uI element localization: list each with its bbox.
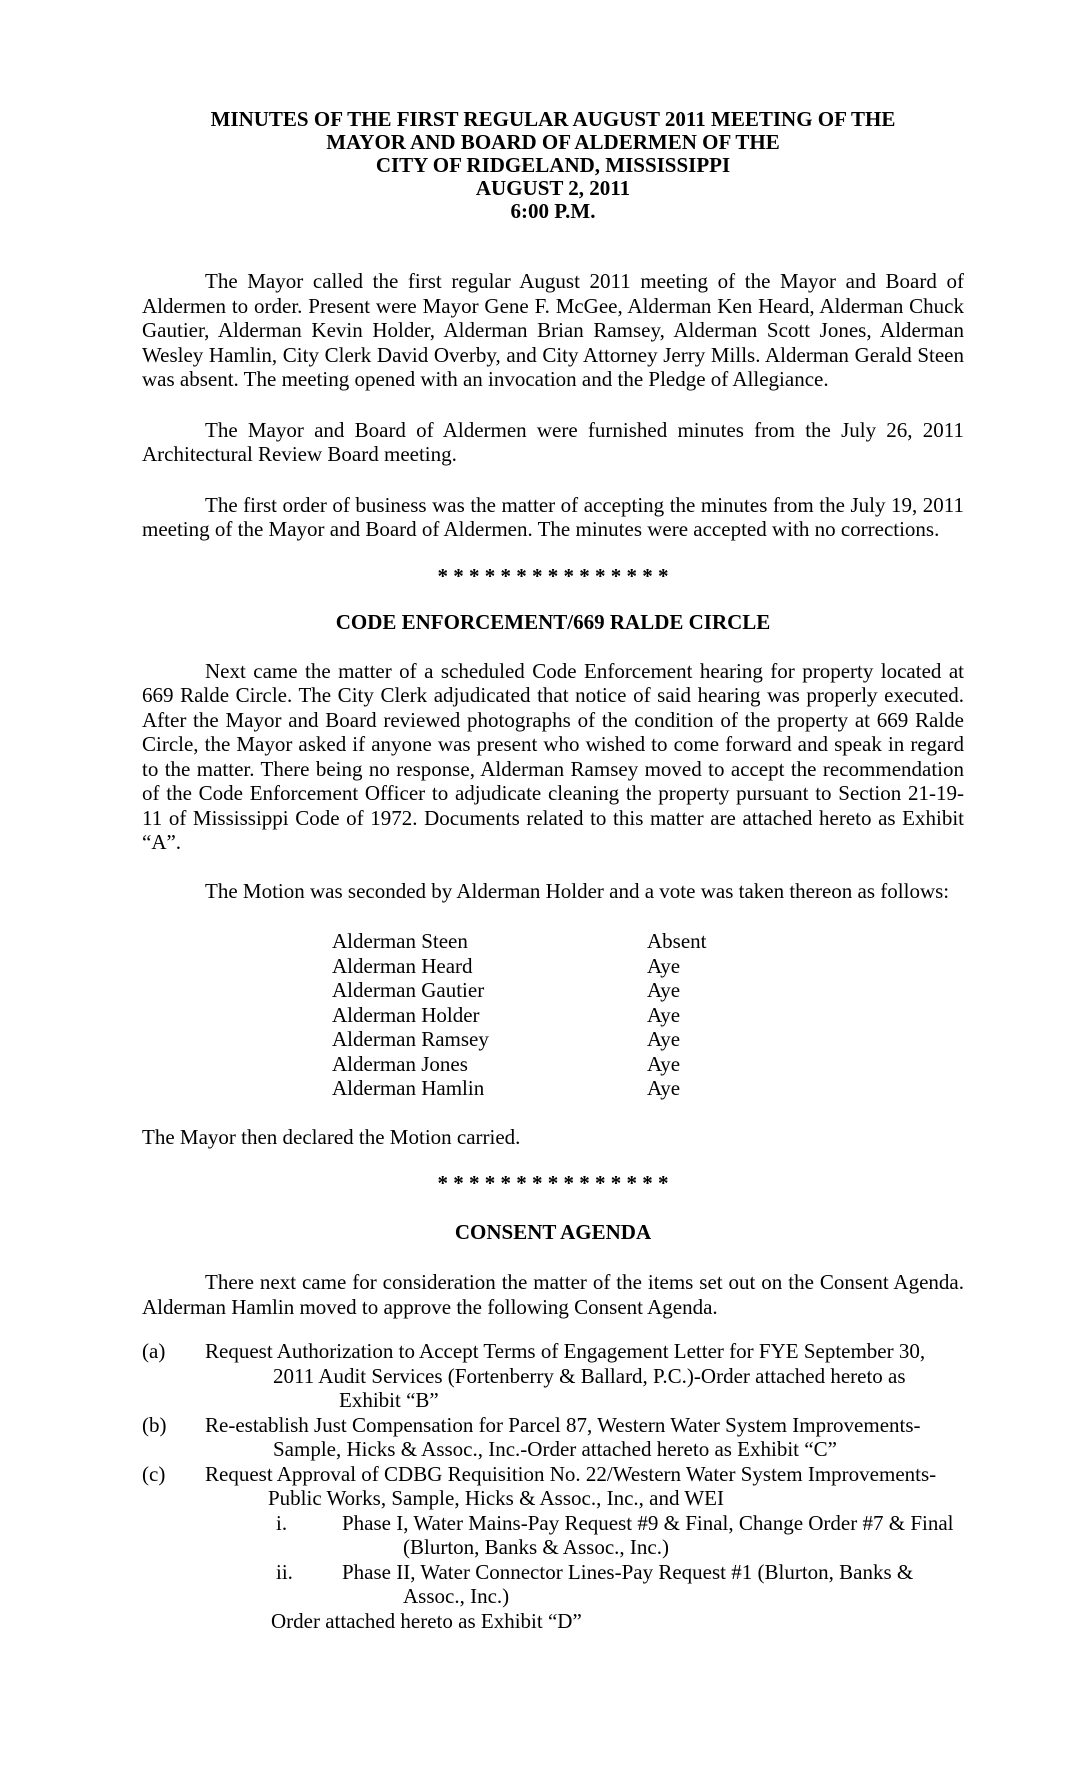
vote-table [332, 929, 964, 1101]
consent-subitem-ii-label: ii. [276, 1559, 293, 1584]
consent-subitem-ii-line-2: Assoc., Inc.) [403, 1584, 510, 1608]
vote-row-holder [332, 1003, 964, 1028]
consent-agenda-heading: CONSENT AGENDA [454, 1219, 652, 1244]
vote-value: Aye [647, 978, 681, 1002]
vote-row-steen [332, 929, 964, 954]
consent-subitem-ii-line-1 [276, 1560, 964, 1585]
vote-value: Aye [647, 1002, 681, 1027]
vote-value: Aye [647, 1051, 681, 1076]
consent-item-c-order-line: Order attached hereto as Exhibit “D” [271, 1608, 582, 1633]
title-line-4: AUGUST 2, 2011 [475, 176, 631, 200]
consent-item-b-text: Re-establish Just Compensation for Parcel 87, Western Water System Improvements- [205, 1412, 921, 1437]
asterisk-separator: * * * * * * * * * * * * * * * [437, 563, 669, 588]
consent-item-c-label: (c) [142, 1461, 166, 1486]
vote-name: Alderman Steen [332, 929, 468, 953]
vote-row-ramsey [332, 1027, 964, 1052]
vote-name: Alderman Ramsey [332, 1027, 489, 1051]
consent-item-c-line-2: Public Works, Sample, Hicks & Assoc., Inc., and WEI [268, 1486, 724, 1510]
vote-row-jones [332, 1052, 964, 1077]
paragraph-first-order: The first order of business was the matter of accepting the minutes from the July 19, 2011 meeting of the Mayor and Board of Aldermen. The minutes were accepted with no corrections. [142, 492, 964, 541]
vote-name: Alderman Holder [332, 1002, 480, 1027]
consent-subitem-i-text: Phase I, Water Mains-Pay Request #9 & Final, Change Order #7 & Final [342, 1510, 954, 1535]
consent-subitem-i-line-1 [276, 1511, 964, 1536]
code-enforcement-heading: CODE ENFORCEMENT/669 RALDE CIRCLE [335, 610, 771, 634]
title-line-3: CITY OF RIDGELAND, MISSISSIPPI [375, 153, 731, 177]
vote-name: Alderman Jones [332, 1051, 468, 1076]
consent-item-b-line-1 [142, 1413, 964, 1438]
consent-item-b-label: (b) [142, 1412, 167, 1437]
consent-item-c-line-1 [142, 1462, 964, 1487]
asterisk-separator: * * * * * * * * * * * * * * * [437, 1171, 669, 1195]
vote-value: Aye [647, 1076, 681, 1100]
consent-item-c-text: Request Approval of CDBG Requisition No. 22/Western Water System Improvements- [205, 1461, 937, 1486]
paragraph-motion-seconded: The Motion was seconded by Alderman Holder and a vote was taken thereon as follows: [205, 878, 950, 903]
consent-subitem-ii-text: Phase II, Water Connector Lines-Pay Request #1 (Blurton, Banks & [342, 1559, 914, 1584]
consent-item-a-line-2: 2011 Audit Services (Fortenberry & Ballard, P.C.)-Order attached hereto as [273, 1363, 906, 1388]
consent-item-a-text: Request Authorization to Accept Terms of Engagement Letter for FYE September 30, [205, 1339, 926, 1363]
vote-value: Absent [647, 929, 707, 953]
paragraph-opening: The Mayor called the first regular August 2011 meeting of the Mayor and Board of Aldermen to order. Present were Mayor Gene F. McGee, Alderman Ken Heard, Alderman Chuck Gautier, Alderman Kevin Holder, Alderman Brian Ramsey, Alderman Scott Jones, Alderman Wesley Hamlin, City Clerk David Overby, and City Attorney Jerry Mills. Alderman Gerald Steen was absent. The meeting opened with an invocation and the Pledge of Allegiance. [142, 269, 964, 391]
vote-name: Alderman Heard [332, 953, 473, 978]
vote-row-hamlin [332, 1076, 964, 1101]
consent-subitem-i-label: i. [276, 1510, 288, 1535]
vote-value: Aye [647, 953, 681, 978]
paragraph-code-enforcement: Next came the matter of a scheduled Code Enforcement hearing for property located at 669 Ralde Circle. The City Clerk adjudicated that notice of said hearing was properly executed. After the Mayor and Board reviewed photographs of the condition of the property at 669 Ralde Circle, the Mayor asked if anyone was present who wished to come forward and speak in regard to the matter. There being no response, Alderman Ramsey moved to accept the recommendation of the Code Enforcement Officer to adjudicate cleaning the property pursuant to Section 21-19-11 of Mississippi Code of 1972. Documents related to this matter are attached hereto as Exhibit “A”. [142, 658, 964, 854]
vote-value: Aye [647, 1027, 681, 1051]
consent-item-a-label: (a) [142, 1339, 166, 1363]
consent-item-a-line-3: Exhibit “B” [339, 1388, 439, 1412]
paragraph-consent-intro: There next came for consideration the matter of the items set out on the Consent Agenda. Alderman Hamlin moved to approve the following Consent Agenda. [142, 1270, 964, 1319]
consent-item-a-line-1 [142, 1339, 964, 1364]
vote-row-heard [332, 954, 964, 979]
title-line-5: 6:00 P.M. [510, 199, 596, 223]
consent-subitem-i-line-2: (Blurton, Banks & Assoc., Inc.) [403, 1535, 669, 1559]
document-title [142, 108, 964, 223]
title-line-1: MINUTES OF THE FIRST REGULAR AUGUST 2011 MEETING OF THE [210, 107, 896, 131]
vote-row-gautier [332, 978, 964, 1003]
consent-item-b-line-2: Sample, Hicks & Assoc., Inc.-Order attached hereto as Exhibit “C” [273, 1437, 837, 1461]
paragraph-motion-carried: The Mayor then declared the Motion carried. [142, 1124, 521, 1149]
paragraph-furnished-minutes: The Mayor and Board of Aldermen were furnished minutes from the July 26, 2011 Architectural Review Board meeting. [142, 417, 964, 466]
vote-name: Alderman Hamlin [332, 1076, 485, 1100]
vote-name: Alderman Gautier [332, 978, 485, 1002]
consent-agenda-list [142, 1339, 964, 1633]
title-line-2: MAYOR AND BOARD OF ALDERMEN OF THE [326, 130, 780, 154]
